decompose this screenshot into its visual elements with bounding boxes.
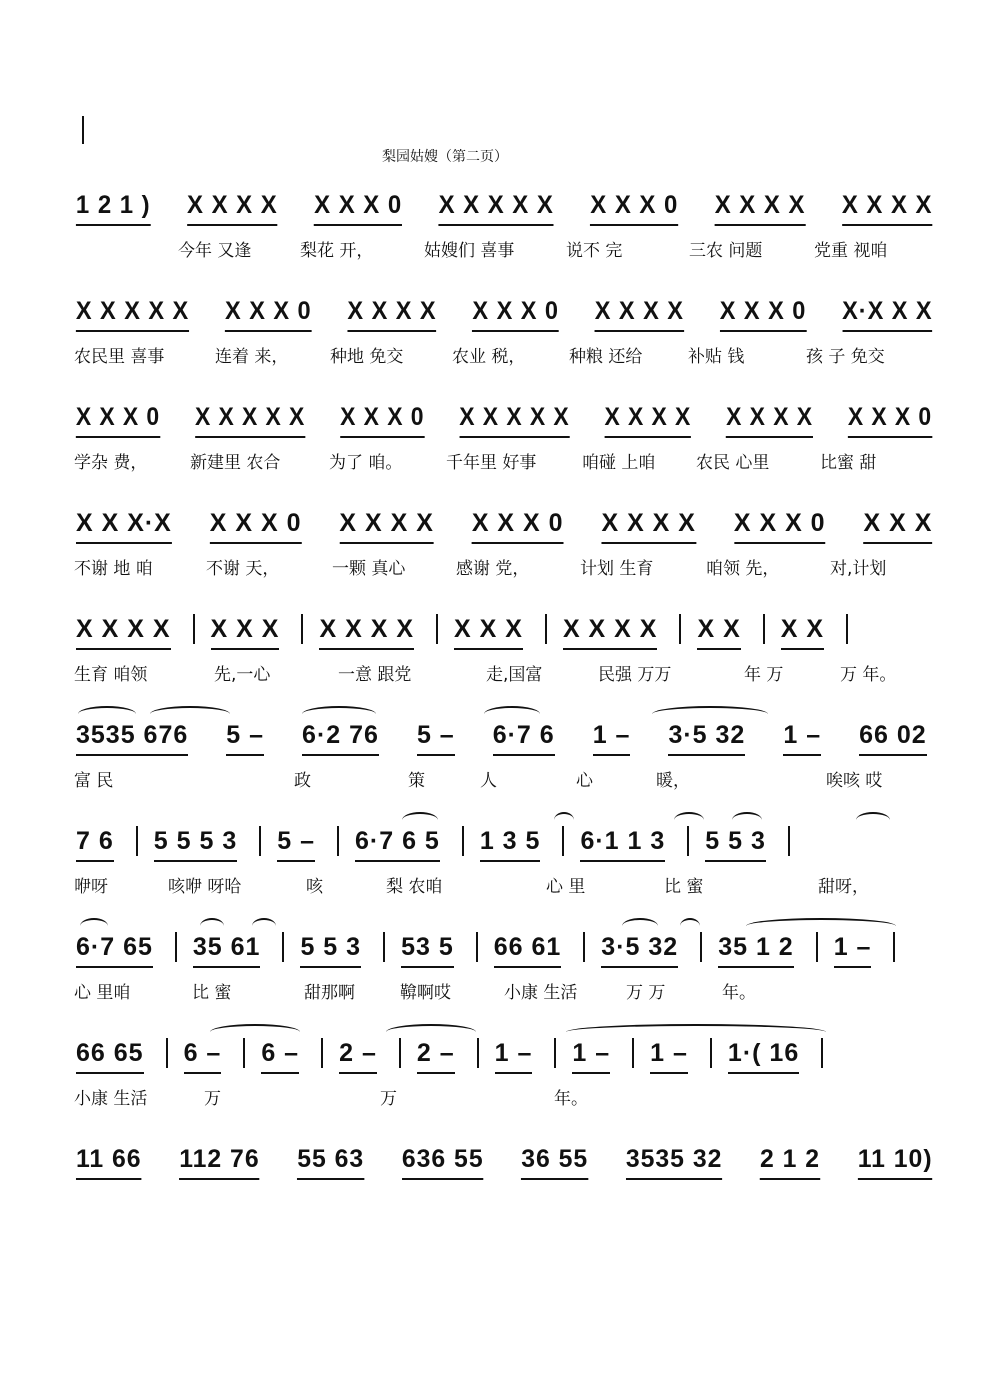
slur: [622, 918, 658, 934]
note-group: X X X X X: [74, 297, 191, 334]
note-line: [74, 188, 933, 228]
slur: [210, 1024, 300, 1040]
lyric-line: [74, 448, 934, 474]
bar-line: [193, 614, 195, 644]
note-group: 3535 32: [624, 1145, 724, 1182]
note-group: 55 63: [295, 1145, 366, 1182]
note-group: 1 –: [648, 1039, 690, 1076]
lyric-line: [74, 1084, 934, 1110]
slur: [674, 812, 704, 828]
bar-line: [788, 826, 790, 856]
lyric-word: 鞥啊哎: [400, 983, 451, 1003]
score-system: [74, 612, 934, 685]
note-group: 1 3 5: [478, 827, 543, 864]
bar-line: [166, 1038, 168, 1068]
note-group: 2 1 2: [758, 1145, 822, 1182]
lyric-word: 甜那啊: [304, 983, 355, 1003]
lyric-word: 连着 来，: [215, 347, 289, 367]
note-group: X X X 0: [208, 509, 304, 546]
lyric-word: 咱领 先，: [706, 559, 780, 579]
lyric-word: 一颗 真心: [332, 559, 406, 579]
lyric-word: 年 万: [744, 665, 784, 685]
slur: [746, 918, 896, 934]
note-group: 66 65: [74, 1039, 146, 1076]
lyric-word: 比 蜜: [192, 983, 232, 1003]
note-group: X·X X X: [840, 297, 934, 334]
slur: [200, 918, 224, 934]
lyric-line: [74, 342, 934, 368]
bar-line: [383, 932, 385, 962]
lyric-word: 甜呀，: [818, 877, 869, 897]
slur: [252, 918, 276, 934]
note-group: 1 –: [832, 933, 874, 970]
lyric-word: 心: [576, 771, 593, 791]
slur: [566, 1024, 826, 1040]
lyric-word: 补贴 钱: [688, 347, 745, 367]
score-system: [74, 930, 934, 1003]
lyric-word: 咳咿 呀哈: [168, 877, 242, 897]
lyric-line: [74, 554, 934, 580]
lyric-word: 唉咳 哎: [826, 771, 883, 791]
note-line: [74, 1036, 934, 1076]
note-group: X X X 0: [338, 403, 426, 440]
note-group: 11 10): [856, 1145, 935, 1182]
bar-line: [477, 1038, 479, 1068]
note-group: X X X 0: [74, 403, 162, 440]
lyric-word: 比 蜜: [664, 877, 704, 897]
note-group: X X X X: [603, 403, 693, 440]
note-line: [74, 930, 934, 970]
note-group: X X X 0: [718, 297, 808, 334]
lyric-word: 孩 子 免交: [806, 347, 885, 367]
note-group: 3535 676: [74, 721, 190, 758]
bar-line: [282, 932, 284, 962]
lyric-word: 咱碰 上咱: [582, 453, 656, 473]
lyric-word: 说不 完: [566, 241, 623, 261]
bar-line: [462, 826, 464, 856]
note-group: X X X X: [561, 615, 660, 652]
lyric-word: 暖，: [656, 771, 690, 791]
note-group: 53 5: [399, 933, 456, 970]
note-group: X X X X X: [193, 403, 307, 440]
lyric-line: [74, 236, 934, 262]
note-group: 1 –: [570, 1039, 612, 1076]
bar-line: [476, 932, 478, 962]
note-group: 36 55: [519, 1145, 590, 1182]
slur: [78, 706, 136, 722]
lyric-word: 万 年。: [840, 665, 897, 685]
score-system: [74, 294, 934, 367]
note-group: X X X X X: [457, 403, 571, 440]
bar-line: [846, 614, 848, 644]
note-group: 6·7 65: [74, 933, 155, 970]
note-group: X X X: [452, 615, 525, 652]
lyric-word: 心 里: [546, 877, 586, 897]
lyric-word: 对,计划: [830, 559, 887, 579]
score-system: [74, 718, 934, 791]
bar-line: [821, 1038, 823, 1068]
note-group: 6·2 76: [300, 721, 381, 758]
lyric-word: 先,一心: [214, 665, 271, 685]
lyric-word: 种粮 还给: [569, 347, 643, 367]
note-group: 636 55: [400, 1145, 486, 1182]
note-group: 112 76: [177, 1145, 261, 1182]
note-group: X X X 0: [223, 297, 313, 334]
slur: [302, 706, 376, 722]
note-group: 2 –: [337, 1039, 379, 1076]
note-line: [74, 1142, 933, 1182]
note-line: [74, 294, 933, 334]
note-line: [74, 718, 934, 758]
lyric-word: 咿呀: [74, 877, 108, 897]
page-mark-line: [82, 116, 84, 144]
lyric-line: [74, 872, 934, 898]
bar-line: [583, 932, 585, 962]
bar-line: [679, 614, 681, 644]
lyric-word: 策: [408, 771, 425, 791]
slur: [402, 812, 438, 828]
lyric-word: 感谢 党，: [456, 559, 530, 579]
note-group: 35 61: [191, 933, 263, 970]
note-group: 6·7 6 5: [353, 827, 442, 864]
lyric-word: 三农 问题: [689, 241, 763, 261]
lyric-word: 富 民: [74, 771, 114, 791]
slur: [732, 812, 762, 828]
slur: [652, 706, 768, 722]
note-group: X X X X: [840, 191, 935, 228]
lyric-word: 种地 免交: [330, 347, 404, 367]
note-line: [74, 400, 933, 440]
bar-line: [321, 1038, 323, 1068]
bar-line: [259, 826, 261, 856]
bar-line: [243, 1038, 245, 1068]
lyric-word: 千年里 好事: [446, 453, 537, 473]
lyric-word: 农民 心里: [696, 453, 770, 473]
note-group: X X X X: [317, 615, 416, 652]
lyric-word: 不谢 地 咱: [74, 559, 153, 579]
note-group: X X X X: [713, 191, 808, 228]
note-group: 1 –: [493, 1039, 535, 1076]
note-group: 3·5 32: [666, 721, 747, 758]
note-group: 7 6: [74, 827, 116, 864]
slur: [554, 812, 574, 828]
note-group: X X X: [209, 615, 282, 652]
note-group: 1 2 1 ): [74, 191, 153, 228]
lyric-word: 新建里 农合: [190, 453, 281, 473]
score-system: [74, 824, 934, 897]
slur: [150, 706, 230, 722]
note-group: X X: [695, 615, 742, 652]
lyric-line: [74, 766, 934, 792]
note-line: [74, 506, 933, 546]
lyric-word: 人: [480, 771, 497, 791]
bar-line: [700, 932, 702, 962]
note-group: 35 1 2: [716, 933, 796, 970]
lyric-word: 万: [204, 1089, 221, 1109]
note-group: 3·5 32: [599, 933, 680, 970]
lyric-word: 小康 生活: [74, 1089, 148, 1109]
lyric-word: 党重 视咱: [814, 241, 888, 261]
note-group: X X X·X: [74, 509, 174, 546]
note-group: X X X 0: [470, 509, 566, 546]
lyric-line: [74, 978, 934, 1004]
lyric-line: [74, 660, 934, 686]
note-group: 5 5 3: [703, 827, 768, 864]
note-group: X X X X: [337, 509, 435, 546]
lyric-word: 不谢 天，: [206, 559, 280, 579]
note-group: X X X X: [346, 297, 439, 334]
page-title: 梨园姑嫂（第二页）: [382, 149, 508, 165]
lyric-word: 农民里 喜事: [74, 347, 165, 367]
lyric-word: 一意 跟党: [338, 665, 412, 685]
score-system: [74, 400, 934, 473]
note-group: X X X X: [185, 191, 280, 228]
lyric-word: 农业 税，: [452, 347, 526, 367]
note-group: X X X X: [593, 297, 686, 334]
score-system: [74, 1142, 934, 1182]
lyric-word: 年。: [722, 983, 756, 1003]
note-group: 11 66: [74, 1145, 144, 1182]
note-group: 6·7 6: [491, 721, 557, 758]
slur: [80, 918, 108, 934]
lyric-word: 梨 农咱: [386, 877, 443, 897]
note-group: 6 –: [259, 1039, 301, 1076]
bar-line: [632, 1038, 634, 1068]
note-line: [74, 612, 934, 652]
note-group: 1 –: [591, 721, 633, 758]
note-group: X X X: [862, 509, 935, 546]
note-group: 5 –: [415, 721, 457, 758]
note-group: 6 –: [182, 1039, 224, 1076]
bar-line: [337, 826, 339, 856]
score-system: [74, 506, 934, 579]
lyric-word: 梨花 开，: [300, 241, 374, 261]
bar-line: [710, 1038, 712, 1068]
slur: [484, 706, 540, 722]
score-system: [74, 1036, 934, 1109]
slur: [856, 812, 890, 828]
note-group: X X X X X: [437, 191, 556, 228]
note-group: 5 –: [275, 827, 317, 864]
note-group: X X X X: [74, 615, 173, 652]
bar-line: [301, 614, 303, 644]
note-group: X X X X: [724, 403, 814, 440]
note-group: 2 –: [415, 1039, 457, 1076]
lyric-word: 生育 咱领: [74, 665, 148, 685]
bar-line: [816, 932, 818, 962]
lyric-word: 为了 咱。: [329, 453, 403, 473]
lyric-word: 比蜜 甜: [820, 453, 877, 473]
lyric-word: 走,国富: [486, 665, 543, 685]
bar-line: [136, 826, 138, 856]
note-group: 1·( 16: [726, 1039, 801, 1076]
bar-line: [763, 614, 765, 644]
note-group: X X X 0: [471, 297, 561, 334]
bar-line: [399, 1038, 401, 1068]
lyric-word: 民强 万万: [598, 665, 672, 685]
note-group: 66 61: [492, 933, 564, 970]
lyric-word: 小康 生活: [504, 983, 578, 1003]
note-group: 66 02: [857, 721, 929, 758]
note-group: X X X 0: [846, 403, 934, 440]
bar-line: [545, 614, 547, 644]
note-group: X X X 0: [732, 509, 828, 546]
lyric-word: 万 万: [626, 983, 666, 1003]
note-group: 5 5 5 3: [152, 827, 239, 864]
slur: [680, 918, 700, 934]
note-group: X X X 0: [312, 191, 404, 228]
note-group: X X X 0: [588, 191, 680, 228]
lyric-word: 学杂 费，: [74, 453, 148, 473]
note-group: X X: [779, 615, 826, 652]
note-group: 5 –: [224, 721, 266, 758]
lyric-line: [74, 1190, 934, 1216]
bar-line: [687, 826, 689, 856]
note-group: X X X X: [599, 509, 697, 546]
bar-line: [893, 932, 895, 962]
bar-line: [554, 1038, 556, 1068]
lyric-word: 今年 又逢: [178, 241, 252, 261]
note-group: 1 –: [781, 721, 823, 758]
lyric-word: 咳: [306, 877, 323, 897]
note-group: 5 5 3: [298, 933, 363, 970]
slur: [386, 1024, 476, 1040]
note-group: 6·1 1 3: [578, 827, 667, 864]
score-system: [74, 188, 934, 261]
lyric-word: 年。: [554, 1089, 588, 1109]
bar-line: [436, 614, 438, 644]
bar-line: [175, 932, 177, 962]
lyric-word: 万: [380, 1089, 397, 1109]
lyric-word: 计划 生育: [580, 559, 654, 579]
note-line: [74, 824, 934, 864]
bar-line: [562, 826, 564, 856]
lyric-word: 心 里咱: [74, 983, 131, 1003]
lyric-word: 姑嫂们 喜事: [424, 241, 515, 261]
lyric-word: 政: [294, 771, 311, 791]
